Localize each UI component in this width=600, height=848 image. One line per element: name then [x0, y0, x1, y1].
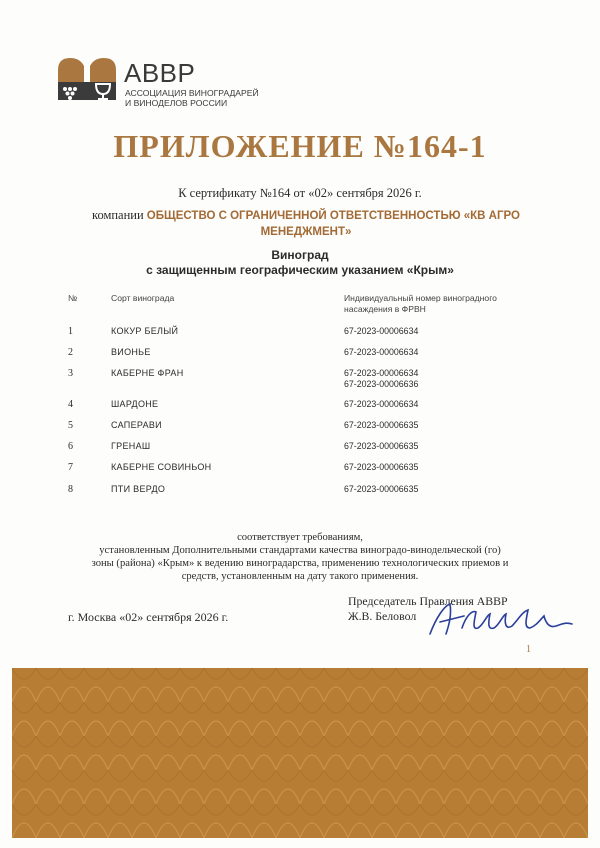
row-register-number: 67-2023-00006635 — [344, 484, 419, 494]
row-register — [344, 462, 418, 473]
header-register-line-2: насаждения в ФРВН — [344, 304, 426, 314]
header-register-number — [344, 293, 497, 315]
company-line — [76, 208, 536, 240]
company-prefix: компании — [92, 208, 144, 222]
row-register — [344, 399, 418, 410]
wine-barrel-logo-icon — [54, 56, 120, 104]
row-number: 8 — [68, 484, 73, 495]
logo-subtitle — [125, 88, 275, 108]
row-register-number: 67-2023-00006634 — [344, 399, 419, 409]
row-variety: САПЕРАВИ — [111, 420, 162, 430]
row-register — [344, 420, 418, 431]
conformity-statement — [70, 531, 530, 583]
avvr-logo — [54, 56, 259, 110]
row-number: 5 — [68, 420, 73, 431]
company-name: ОБЩЕСТВО С ОГРАНИЧЕННОЙ ОТВЕТСТВЕННОСТЬЮ «КВ АГРО МЕНЕДЖМЕНТ» — [146, 210, 520, 238]
chairman-name: Ж.В. Беловол — [348, 609, 417, 623]
handwritten-signature — [426, 598, 576, 642]
row-number: 4 — [68, 399, 73, 410]
row-variety: КАБЕРНЕ СОВИНЬОН — [111, 462, 212, 472]
header-register-line-1: Индивидуальный номер виноградного — [344, 293, 497, 303]
certificate-reference: К сертификату №164 от «02» сентября 2026 г. — [178, 186, 422, 200]
page-number: 1 — [526, 644, 531, 655]
row-number: 3 — [68, 368, 73, 379]
grape-line-2: с защищенным географическим указанием «Крым» — [146, 263, 454, 277]
city-date: г. Москва «02» сентября 2026 г. — [68, 610, 229, 624]
row-register-number: 67-2023-00006635 — [344, 420, 419, 430]
row-number: 2 — [68, 347, 73, 358]
row-register-number: 67-2023-00006635 — [344, 441, 419, 451]
conformity-line-4: средств, установленным на дату такого применения. — [181, 571, 419, 582]
grape-description — [0, 248, 600, 278]
row-register-number-2: 67-2023-00006636 — [344, 379, 419, 389]
row-variety: ГРЕНАШ — [111, 441, 151, 451]
grape-line-1: Виноград — [271, 248, 329, 262]
row-register — [344, 441, 418, 452]
chairman-title: Председатель Правления АВВР — [348, 594, 508, 608]
header-variety: Сорт винограда — [111, 293, 175, 303]
row-register-number: 67-2023-00006634 — [344, 368, 419, 378]
row-register-number: 67-2023-00006634 — [344, 326, 419, 336]
row-register — [344, 484, 418, 495]
header-number: № — [68, 293, 78, 303]
row-number: 7 — [68, 462, 73, 473]
logo-abbreviation: АВВР — [124, 58, 196, 88]
conformity-line-2: установленным Дополнительными стандартами качества виноградо-винодельческой (го) — [99, 545, 501, 556]
conformity-line-1: соответствует требованиям, — [237, 532, 363, 543]
row-register-number: 67-2023-00006635 — [344, 462, 419, 472]
document-title: ПРИЛОЖЕНИЕ №164-1 — [113, 128, 487, 164]
row-variety: ВИОНЬЕ — [111, 347, 151, 357]
row-variety: ШАРДОНЕ — [111, 399, 159, 409]
row-variety: ПТИ ВЕРДО — [111, 484, 166, 494]
row-register — [344, 368, 418, 390]
row-register — [344, 326, 418, 337]
row-variety: КАБЕРНЕ ФРАН — [111, 368, 184, 378]
row-register — [344, 347, 418, 358]
conformity-line-3: зоны (района) «Крым» к ведению виноградарства, применению технологических приемов и — [91, 558, 509, 569]
logo-subtitle-line-1: АССОЦИАЦИЯ ВИНОГРАДАРЕЙ — [125, 88, 259, 98]
decorative-ornament-band — [12, 668, 588, 838]
row-variety: КОКУР БЕЛЫЙ — [111, 326, 179, 336]
row-number: 1 — [68, 326, 73, 337]
row-register-number: 67-2023-00006634 — [344, 347, 419, 357]
ornament-pattern — [12, 668, 588, 838]
logo-subtitle-line-2: И ВИНОДЕЛОВ РОССИИ — [125, 98, 228, 108]
row-number: 6 — [68, 441, 73, 452]
